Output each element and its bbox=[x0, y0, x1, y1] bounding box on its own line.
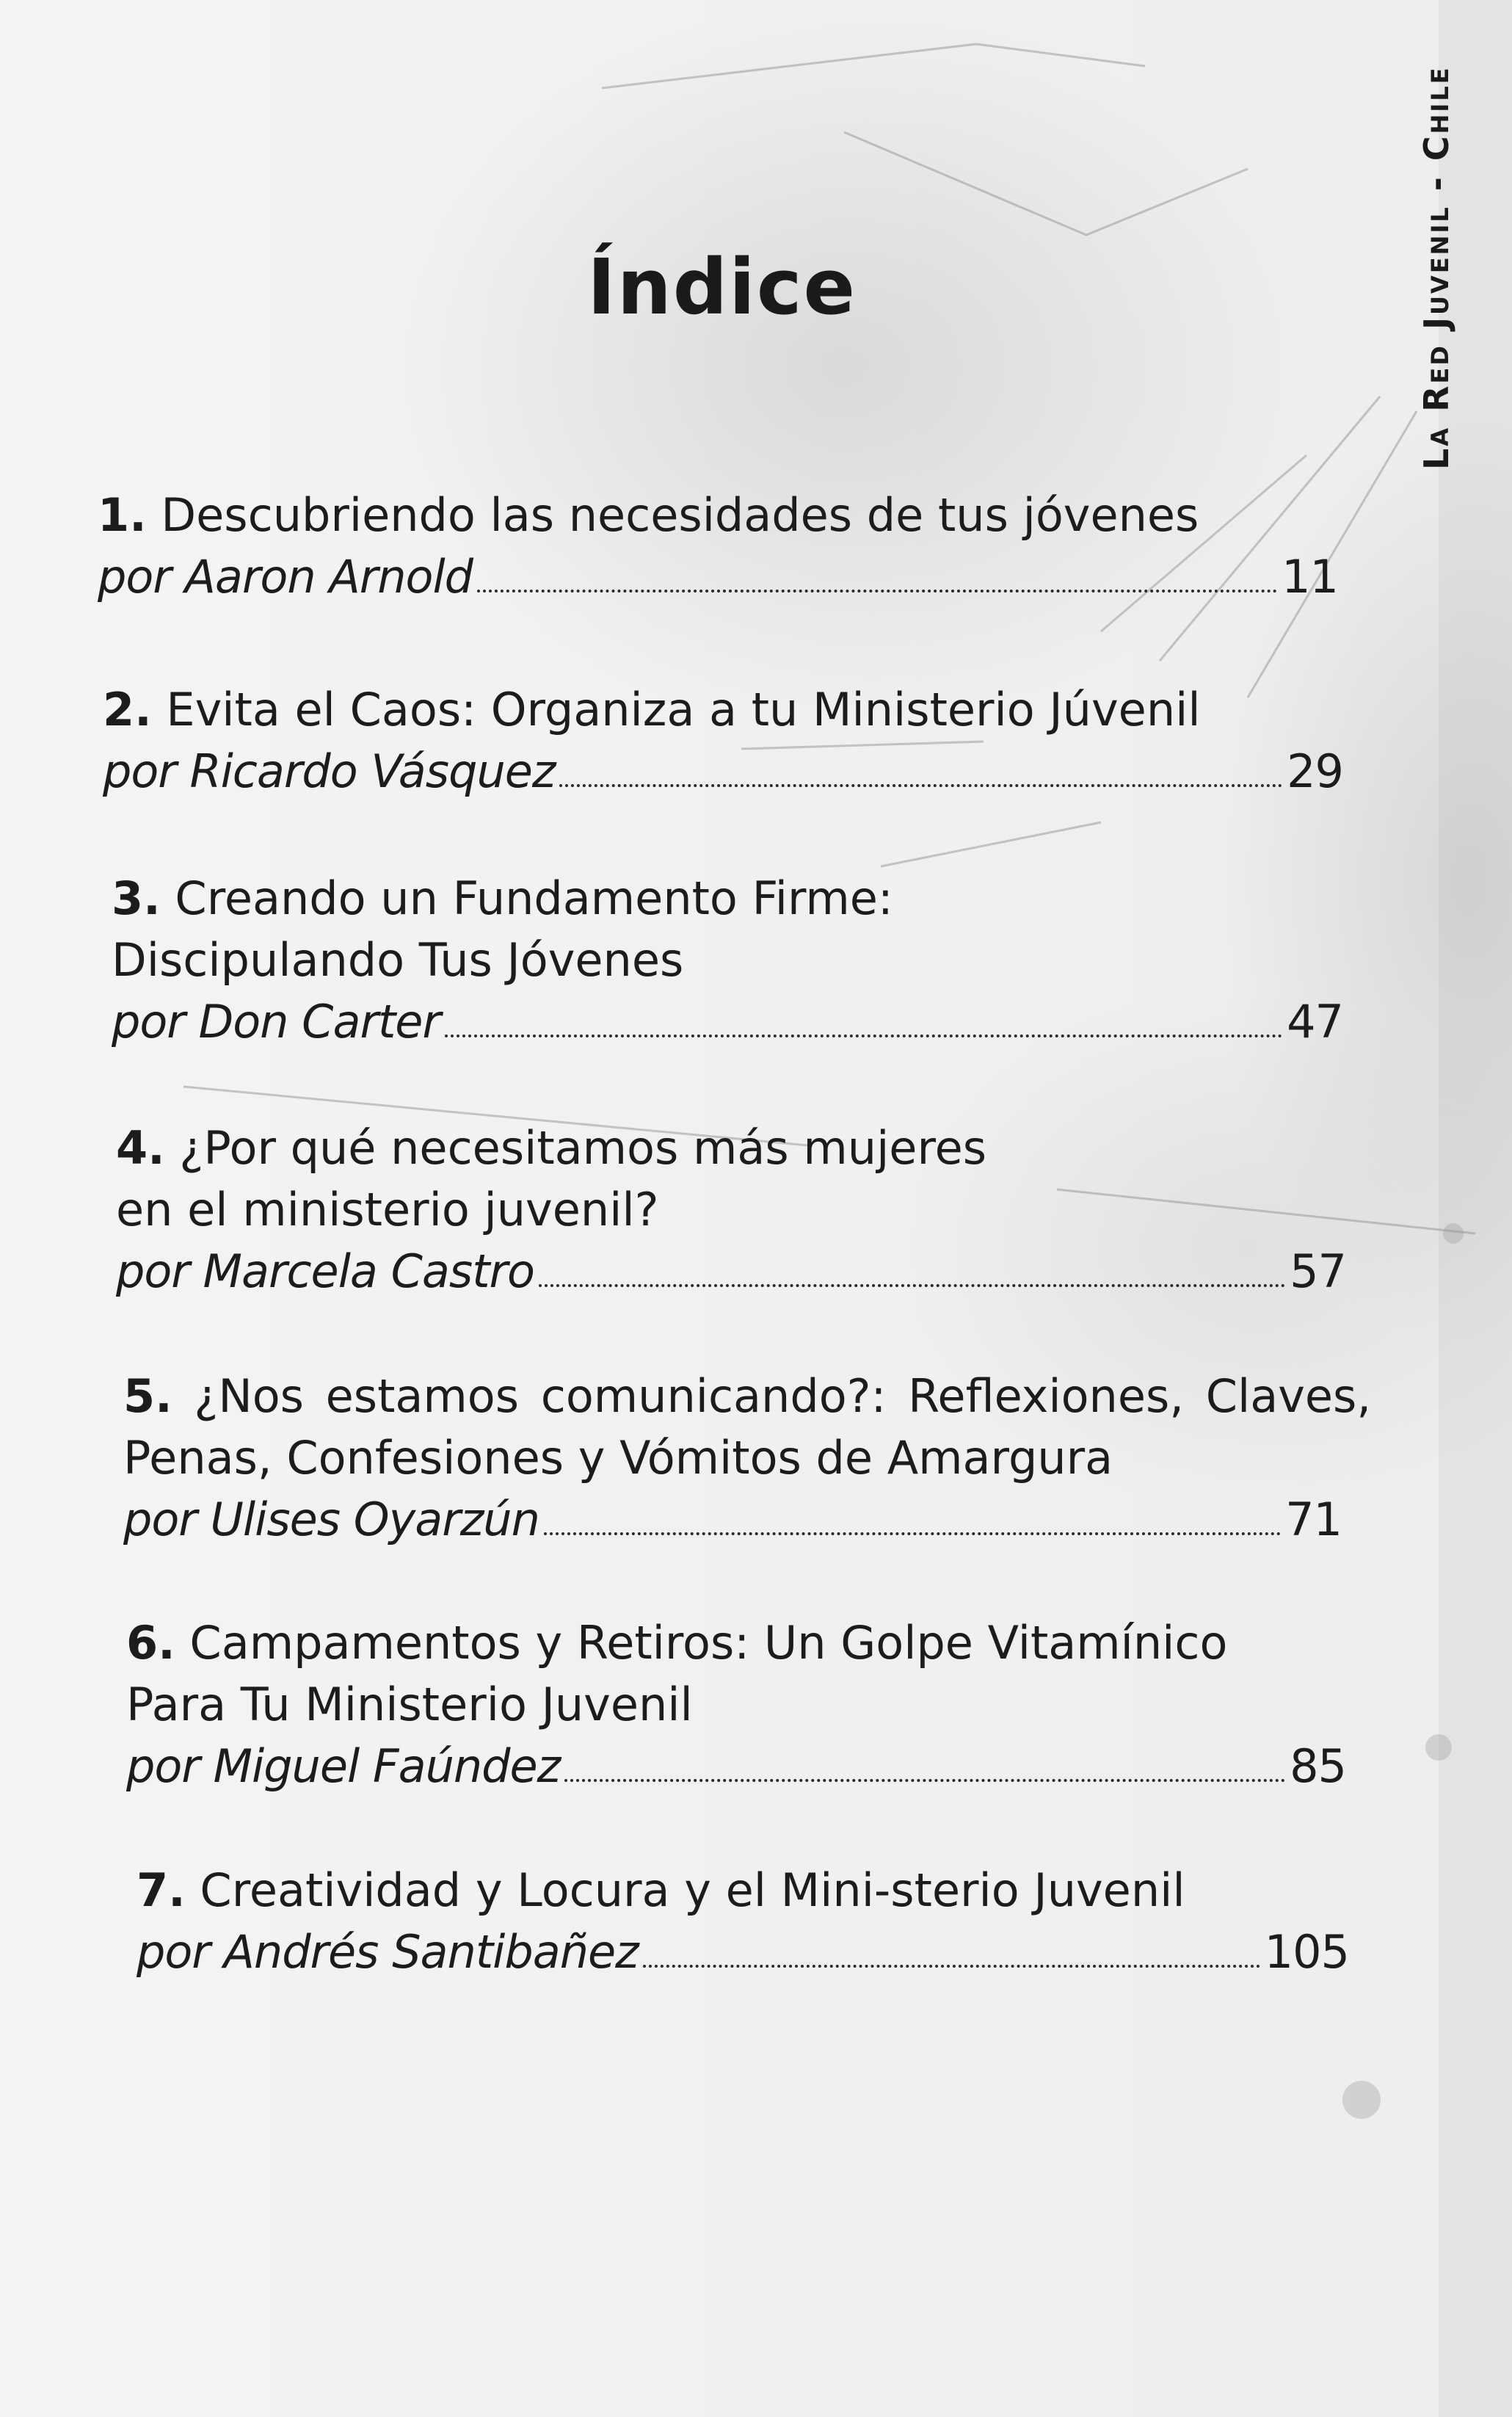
entry-number: 1. bbox=[98, 488, 147, 542]
entry-author-line bbox=[123, 1489, 1342, 1551]
entry-title: ¿Nos estamos comunicando?: Reflexiones, Claves, bbox=[194, 1369, 1372, 1423]
entry-title-line bbox=[98, 485, 1345, 546]
entry-author-line bbox=[103, 741, 1343, 802]
entry-title-continued: Penas, Confesiones y Vómitos de Amargura bbox=[123, 1431, 1113, 1485]
entry-number: 6. bbox=[126, 1616, 175, 1670]
entry-page-number: 11 bbox=[1282, 550, 1338, 604]
entry-title-line bbox=[126, 1674, 1374, 1736]
entry-page-number: 71 bbox=[1285, 1493, 1342, 1546]
entry-author: por Miguel Faúndez bbox=[126, 1739, 561, 1793]
leader-dots bbox=[477, 590, 1277, 593]
toc-entry[interactable] bbox=[116, 1117, 1364, 1302]
toc-entry[interactable] bbox=[98, 485, 1345, 608]
entry-title-continued: Discipulando Tus Jóvenes bbox=[112, 933, 684, 987]
entry-number: 2. bbox=[103, 683, 152, 736]
entry-author-line bbox=[137, 1921, 1349, 1983]
entry-title: Evita el Caos: Organiza a tu Ministerio Júvenil bbox=[166, 683, 1201, 736]
entry-author: por Andrés Santibañez bbox=[137, 1925, 639, 1979]
toc-entry[interactable] bbox=[123, 1366, 1371, 1551]
entry-page-number: 47 bbox=[1287, 995, 1343, 1048]
entry-title-line bbox=[112, 868, 1359, 930]
toc-entry[interactable] bbox=[126, 1612, 1374, 1797]
leader-dots bbox=[544, 1532, 1281, 1535]
entry-title-line bbox=[126, 1612, 1374, 1674]
running-header: La Red Juvenil - Chile bbox=[1417, 65, 1456, 470]
leader-dots bbox=[539, 1284, 1285, 1287]
entry-title: Campamentos y Retiros: Un Golpe Vitamínico bbox=[189, 1616, 1228, 1670]
entry-title-line bbox=[123, 1366, 1371, 1427]
entry-author: por Ulises Oyarzún bbox=[123, 1493, 539, 1546]
entry-title-line bbox=[103, 679, 1351, 741]
entry-title-line bbox=[116, 1179, 1364, 1241]
entry-page-number: 105 bbox=[1264, 1925, 1349, 1979]
entry-author-line bbox=[98, 546, 1338, 608]
entry-title-line bbox=[116, 1117, 1364, 1179]
leader-dots bbox=[445, 1034, 1282, 1037]
entry-title: Descubriendo las necesidades de tus jóvenes bbox=[161, 488, 1199, 542]
entry-author-line bbox=[116, 1241, 1346, 1302]
entry-author: por Aaron Arnold bbox=[98, 550, 473, 604]
entry-author: por Don Carter bbox=[112, 995, 440, 1048]
entry-title: ¿Por qué necesitamos más mujeres bbox=[179, 1121, 987, 1175]
entry-author: por Marcela Castro bbox=[116, 1244, 534, 1298]
toc-entry[interactable] bbox=[112, 868, 1359, 1053]
entry-author-line bbox=[126, 1736, 1346, 1797]
entry-title: Creatividad y Locura y el Mini-sterio Juvenil bbox=[200, 1863, 1185, 1917]
entry-title-line bbox=[123, 1427, 1371, 1489]
entry-title-line bbox=[137, 1860, 1384, 1921]
toc-entry[interactable] bbox=[137, 1860, 1384, 1983]
entry-title: Creando un Fundamento Firme: bbox=[175, 872, 893, 925]
toc-entry[interactable] bbox=[103, 679, 1351, 802]
entry-number: 7. bbox=[137, 1863, 186, 1917]
entry-title-continued: en el ministerio juvenil? bbox=[116, 1183, 659, 1236]
entry-number: 3. bbox=[112, 872, 161, 925]
entry-page-number: 85 bbox=[1290, 1739, 1346, 1793]
leader-dots bbox=[564, 1779, 1285, 1782]
entry-author-line bbox=[112, 991, 1343, 1053]
entry-title-continued: Para Tu Ministerio Juvenil bbox=[126, 1678, 693, 1731]
entry-author: por Ricardo Vásquez bbox=[103, 744, 556, 798]
entry-page-number: 57 bbox=[1290, 1244, 1346, 1298]
leader-dots bbox=[643, 1965, 1260, 1968]
entry-title-line bbox=[112, 930, 1359, 991]
leader-dots bbox=[559, 784, 1282, 787]
page-title: Índice bbox=[587, 242, 857, 332]
entry-page-number: 29 bbox=[1287, 744, 1343, 798]
entry-number: 5. bbox=[123, 1369, 172, 1423]
entry-number: 4. bbox=[116, 1121, 165, 1175]
